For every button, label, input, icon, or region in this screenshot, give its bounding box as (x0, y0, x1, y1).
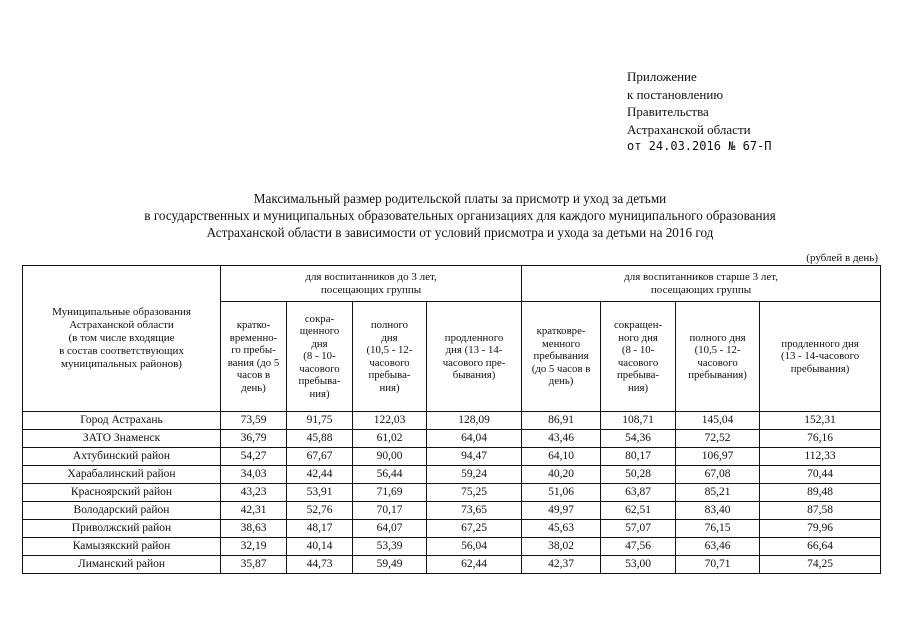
table-row (23, 556, 881, 574)
header-line: посещающих группы (650, 283, 752, 296)
header-line: пребыва- (617, 369, 660, 381)
title-line: в государственных и муниципальных образовательных организациях для каждого муниципального образования (144, 208, 776, 223)
table-row (23, 430, 881, 448)
fee-cell: 48,17 (287, 520, 353, 538)
fee-cell: 59,49 (353, 556, 427, 574)
header-line: посещающих группы (320, 283, 422, 296)
header-line: полного дня (689, 331, 746, 344)
table-row (23, 484, 881, 502)
header-line: (в том числе входящие (68, 332, 175, 344)
title-line: Астраханской области в зависимости от условий присмотра и ухода за детьми на 2016 год (206, 225, 714, 240)
header-line: Астраханской области (69, 319, 174, 331)
subheader-full-day-over3 (676, 302, 760, 412)
municipality-name: Ахтубинский район (23, 448, 221, 466)
fee-cell: 86,91 (522, 412, 601, 430)
municipality-name: ЗАТО Знаменск (23, 430, 221, 448)
fee-cell: 76,15 (676, 520, 760, 538)
appendix-line: Приложение (627, 69, 697, 84)
fee-cell: 42,37 (522, 556, 601, 574)
subheader-extended-day-under3 (427, 302, 522, 412)
header-line: Муниципальные образования (52, 306, 191, 318)
fee-cell: 122,03 (353, 412, 427, 430)
group-header-under-3 (221, 266, 522, 302)
subheader-full-day-under3 (353, 302, 427, 412)
fee-cell: 75,25 (427, 484, 522, 502)
municipality-name: Володарский район (23, 502, 221, 520)
municipality-header (23, 266, 221, 412)
header-line: (8 - 10- (621, 344, 655, 356)
municipality-name: Приволжский район (23, 520, 221, 538)
appendix-line: к постановлению (627, 86, 724, 102)
header-line: (13 - 14-часового (780, 350, 860, 363)
header-line: менного (541, 337, 581, 350)
municipality-name: Камызякский район (23, 538, 221, 556)
fee-cell: 42,44 (287, 466, 353, 484)
fee-cell: 90,00 (353, 448, 427, 466)
header-line: дня (13 - 14- (445, 344, 503, 356)
header-line: дня (381, 331, 398, 344)
fee-cell: 38,63 (221, 520, 287, 538)
fee-cell: 51,06 (522, 484, 601, 502)
title-line: Максимальный размер родительской платы за присмотр и уход за детьми (253, 191, 667, 206)
header-line: бывания) (452, 369, 496, 381)
fee-cell: 91,75 (287, 412, 353, 430)
fee-cell: 59,24 (427, 466, 522, 484)
subheader-reduced-day-over3 (601, 302, 676, 412)
header-line: для воспитанников до 3 лет, (305, 270, 437, 283)
fee-cell: 108,71 (601, 412, 676, 430)
fee-cell: 64,04 (427, 430, 522, 448)
fee-cell: 54,27 (221, 448, 287, 466)
header-line: часового пре- (442, 356, 506, 369)
fee-cell: 32,19 (221, 538, 287, 556)
fee-cell: 63,46 (676, 538, 760, 556)
header-line: дня (311, 337, 328, 350)
fee-cell: 73,65 (427, 502, 522, 520)
header-line: часов в (236, 369, 271, 381)
fee-cell: 66,64 (760, 538, 881, 556)
fee-cell: 76,16 (760, 430, 881, 448)
fee-cell: 50,28 (601, 466, 676, 484)
fee-cell: 79,96 (760, 520, 881, 538)
fee-cell: 38,02 (522, 538, 601, 556)
header-line: сокращен- (613, 319, 663, 331)
table-row (23, 538, 881, 556)
header-line: сокра- (304, 312, 335, 325)
fee-cell: 45,63 (522, 520, 601, 538)
fee-cell: 40,20 (522, 466, 601, 484)
document-title (40, 190, 880, 241)
fee-cell: 53,00 (601, 556, 676, 574)
header-line: часового (697, 356, 738, 369)
header-line: ного дня (618, 331, 658, 344)
fee-cell: 71,69 (353, 484, 427, 502)
fee-cell: 52,76 (287, 502, 353, 520)
fee-cell: 43,23 (221, 484, 287, 502)
fee-cell: 67,25 (427, 520, 522, 538)
appendix-block (627, 68, 772, 156)
header-line: (до 5 часов в (531, 362, 591, 375)
fee-cell: 87,58 (760, 502, 881, 520)
header-line: ния) (627, 381, 649, 394)
fee-cell: 61,02 (353, 430, 427, 448)
table-row (23, 466, 881, 484)
fee-cell: 56,04 (427, 538, 522, 556)
table-row (23, 412, 881, 430)
fee-cell: 85,21 (676, 484, 760, 502)
fee-cell: 73,59 (221, 412, 287, 430)
header-line: полного (370, 319, 409, 331)
fee-cell: 80,17 (601, 448, 676, 466)
fee-cell: 72,52 (676, 430, 760, 448)
fees-table (22, 265, 881, 574)
header-line: часового (369, 356, 410, 369)
fee-cell: 34,03 (221, 466, 287, 484)
fee-cell: 83,40 (676, 502, 760, 520)
fee-cell: 70,44 (760, 466, 881, 484)
fee-cell: 40,14 (287, 538, 353, 556)
fee-cell: 42,31 (221, 502, 287, 520)
fee-cell: 67,67 (287, 448, 353, 466)
header-line: ния) (309, 387, 330, 400)
fee-cell: 64,07 (353, 520, 427, 538)
header-line: кратко- (236, 319, 271, 331)
table-row (23, 448, 881, 466)
header-line: (10,5 - 12- (694, 344, 741, 356)
header-line: муниципальных районов) (61, 358, 182, 370)
header-line: (10,5 - 12- (366, 344, 413, 356)
fee-cell: 62,44 (427, 556, 522, 574)
fee-cell: 70,71 (676, 556, 760, 574)
header-line: пребывания (533, 350, 589, 363)
header-line: вания (до 5 (227, 356, 280, 369)
fee-cell: 47,56 (601, 538, 676, 556)
header-line: щенного (299, 325, 340, 338)
fee-cell: 70,17 (353, 502, 427, 520)
fee-cell: 89,48 (760, 484, 881, 502)
header-line: пребывания) (790, 362, 850, 375)
fee-cell: 145,04 (676, 412, 760, 430)
fee-cell: 35,87 (221, 556, 287, 574)
fee-cell: 62,51 (601, 502, 676, 520)
header-line: кратковре- (536, 325, 586, 338)
appendix-line: Правительства (627, 104, 709, 119)
fee-cell: 112,33 (760, 448, 881, 466)
fee-cell: 128,09 (427, 412, 522, 430)
municipality-name: Харабалинский район (23, 466, 221, 484)
fee-cell: 63,87 (601, 484, 676, 502)
fee-cell: 152,31 (760, 412, 881, 430)
fee-cell: 43,46 (522, 430, 601, 448)
fee-cell: 36,79 (221, 430, 287, 448)
fee-cell: 74,25 (760, 556, 881, 574)
header-line: пребыва- (368, 369, 411, 381)
subheader-reduced-day-under3 (287, 302, 353, 412)
fee-cell: 44,73 (287, 556, 353, 574)
group-header-over-3 (522, 266, 881, 302)
fee-cell: 54,36 (601, 430, 676, 448)
header-line: часового (299, 362, 340, 375)
fee-cell: 67,08 (676, 466, 760, 484)
header-line: продленного дня (781, 337, 859, 350)
municipality-name: Красноярский район (23, 484, 221, 502)
header-line: пребыва- (298, 375, 341, 388)
fee-cell: 57,07 (601, 520, 676, 538)
header-line: день) (548, 375, 574, 388)
appendix-date: от 24.03.2016 № 67-П (627, 139, 772, 153)
table-row (23, 502, 881, 520)
fee-cell: 106,97 (676, 448, 760, 466)
header-line: часового (617, 356, 659, 369)
header-line: в состав соответствующих (59, 345, 184, 357)
units-note: (рублей в день) (806, 252, 878, 264)
header-line: го пребы- (231, 344, 276, 356)
subheader-short-stay-over3 (522, 302, 601, 412)
header-line: временно- (229, 331, 278, 344)
appendix-line: Астраханской области (627, 121, 751, 137)
fee-cell: 53,91 (287, 484, 353, 502)
header-line: для воспитанников старше 3 лет, (624, 270, 778, 283)
fee-cell: 45,88 (287, 430, 353, 448)
fee-cell: 94,47 (427, 448, 522, 466)
municipality-name: Город Астрахань (23, 412, 221, 430)
municipality-name: Лиманский район (23, 556, 221, 574)
header-line: ния) (379, 381, 400, 394)
fee-cell: 64,10 (522, 448, 601, 466)
header-line: день) (241, 381, 266, 394)
fee-cell: 53,39 (353, 538, 427, 556)
subheader-extended-day-over3 (760, 302, 881, 412)
table-row (23, 520, 881, 538)
header-line: пребывания) (688, 369, 747, 381)
fee-cell: 49,97 (522, 502, 601, 520)
header-line: (8 - 10- (303, 350, 336, 363)
subheader-short-stay-under3 (221, 302, 287, 412)
fee-cell: 56,44 (353, 466, 427, 484)
header-line: продленного (444, 331, 504, 344)
